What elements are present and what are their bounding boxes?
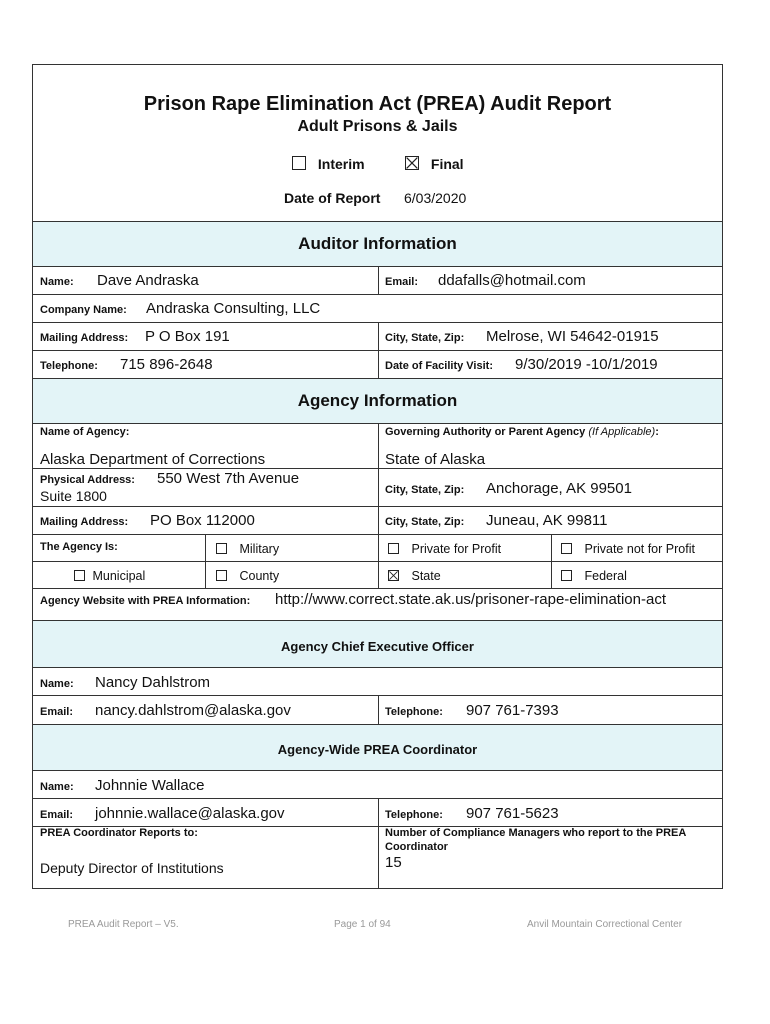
interim-checkbox[interactable] [292,156,306,170]
private-profit-label: Private for Profit [411,542,502,556]
ceo-phone-label: Telephone: [385,706,443,718]
auditor-name-label: Name: [40,276,74,288]
date-of-report-value: 6/03/2020 [404,190,467,206]
agency-type-label: The Agency Is: [40,541,118,553]
coordinator-section-heading: Agency-Wide PREA Coordinator [277,742,478,757]
compliance-managers-label-line2: Coordinator [385,841,448,853]
agency-type-state[interactable] [388,569,441,583]
federal-label: Federal [584,569,627,583]
agency-mailing-label: Mailing Address: [40,516,129,528]
private-nonprofit-checkbox[interactable] [561,543,572,554]
ceo-phone: 907 761-7393 [466,702,559,719]
report-form [32,64,723,889]
final-label: Final [430,156,464,172]
county-checkbox[interactable] [216,570,227,581]
governing-authority: State of Alaska [385,451,486,468]
auditor-email: ddafalls@hotmail.com [438,272,586,289]
agency-type-private-nonprofit[interactable] [561,542,695,556]
coordinator-phone: 907 761-5623 [466,805,559,822]
agency-type-private-profit[interactable] [388,542,501,556]
interim-label: Interim [317,156,365,172]
auditor-section-heading: Auditor Information [298,234,457,253]
agency-mailing-city: Juneau, AK 99811 [486,512,608,529]
date-of-report-label: Date of Report [284,190,381,206]
auditor-phone: 715 896-2648 [120,356,213,373]
compliance-managers-count: 15 [385,854,402,871]
agency-section-heading: Agency Information [297,391,458,410]
final-option[interactable] [405,156,464,172]
governing-authority-label [385,426,659,438]
federal-checkbox[interactable] [561,570,572,581]
agency-type-municipal[interactable] [74,569,145,583]
footer-version: PREA Audit Report – V5. [68,919,179,930]
ceo-name-label: Name: [40,678,74,690]
military-label: Military [239,542,280,556]
ceo-section-heading: Agency Chief Executive Officer [281,639,474,654]
governing-authority-note: (If Applicable) [588,426,656,438]
state-checkbox[interactable] [388,570,399,581]
report-title: Prison Rape Elimination Act (PREA) Audit Report [143,93,612,115]
agency-website-link[interactable]: http://www.correct.state.ak.us/prisoner-rape-elimination-act [275,591,666,608]
municipal-label: Municipal [92,569,146,583]
ceo-name: Nancy Dahlstrom [95,674,211,691]
coordinator-email: johnnie.wallace@alaska.gov [95,805,285,822]
physical-address-line2: Suite 1800 [40,488,107,504]
interim-option[interactable] [292,156,365,172]
military-checkbox[interactable] [216,543,227,554]
physical-city: Anchorage, AK 99501 [486,480,632,497]
auditor-mailing-address: P O Box 191 [145,328,230,345]
company-name: Andraska Consulting, LLC [146,300,321,317]
agency-type-federal[interactable] [561,569,627,583]
agency-name-label: Name of Agency: [40,426,130,438]
governing-authority-colon: : [655,426,659,438]
physical-address-line1: 550 West 7th Avenue [157,470,300,487]
compliance-managers-label-line1: Number of Compliance Managers who report to the PREA [385,827,687,839]
footer-facility-name: Anvil Mountain Correctional Center [527,919,683,930]
agency-type-military[interactable] [216,542,279,556]
coordinator-email-label: Email: [40,809,74,821]
coordinator-name: Johnnie Wallace [95,777,205,794]
agency-name: Alaska Department of Corrections [40,451,266,468]
physical-city-label: City, State, Zip: [385,484,465,496]
auditor-mailing-label: Mailing Address: [40,332,129,344]
coordinator-phone-label: Telephone: [385,809,443,821]
facility-visit-label: Date of Facility Visit: [385,360,493,372]
report-subtitle: Adult Prisons & Jails [297,118,458,135]
auditor-city-label: City, State, Zip: [385,332,465,344]
physical-address-label: Physical Address: [40,474,135,486]
agency-mailing-address: PO Box 112000 [150,512,255,529]
county-label: County [239,569,280,583]
auditor-email-label: Email: [385,276,419,288]
coordinator-name-label: Name: [40,781,74,793]
facility-visit-dates: 9/30/2019 -10/1/2019 [515,356,658,373]
ceo-email: nancy.dahlstrom@alaska.gov [95,702,291,719]
private-profit-checkbox[interactable] [388,543,399,554]
reports-to-label: PREA Coordinator Reports to: [40,827,198,839]
company-name-label: Company Name: [40,304,127,316]
agency-mailing-city-label: City, State, Zip: [385,516,465,528]
final-checkbox[interactable] [405,156,419,170]
auditor-city: Melrose, WI 54642-01915 [486,328,659,345]
footer-page-number: Page 1 of 94 [334,919,391,930]
auditor-name: Dave Andraska [97,272,199,289]
ceo-email-label: Email: [40,706,74,718]
agency-website-label: Agency Website with PREA Information: [40,595,251,607]
state-label: State [411,569,441,583]
municipal-checkbox[interactable] [74,570,85,581]
auditor-phone-label: Telephone: [40,360,98,372]
governing-authority-label-text: Governing Authority or Parent Agency [385,426,586,438]
agency-type-county[interactable] [216,569,279,583]
private-nonprofit-label: Private not for Profit [584,542,695,556]
reports-to-value: Deputy Director of Institutions [40,860,224,876]
